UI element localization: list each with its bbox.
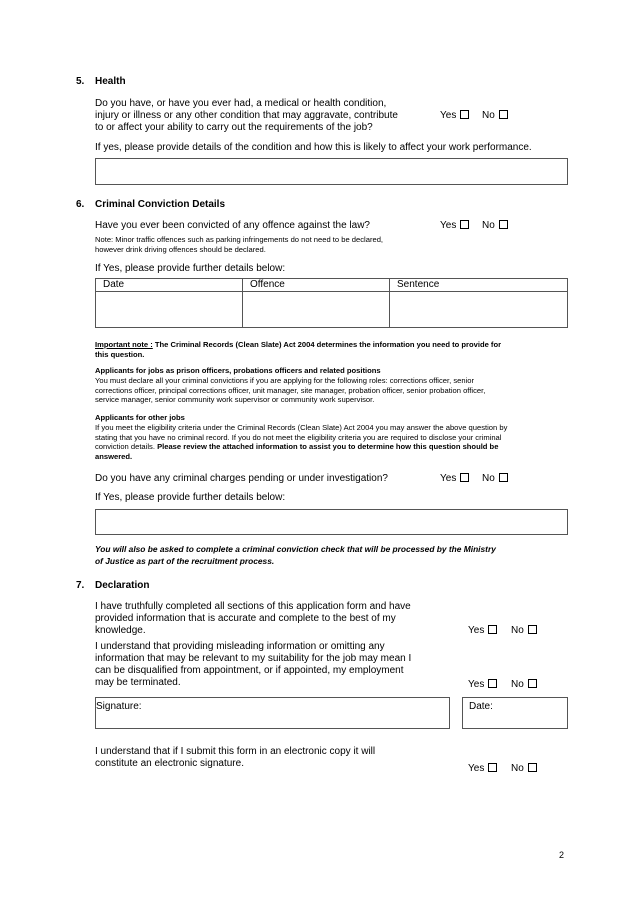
yes-label: Yes xyxy=(440,220,457,231)
criminal-note xyxy=(95,235,383,254)
column-header-sentence: Sentence xyxy=(390,279,568,292)
declaration-statement-1 xyxy=(95,601,411,637)
other-heading: Applicants for other jobs xyxy=(95,413,185,422)
yes-label: Yes xyxy=(468,625,485,636)
yes-checkbox[interactable] xyxy=(488,763,497,772)
health-question xyxy=(95,98,398,134)
declaration-title: Declaration xyxy=(95,580,150,591)
pending-details-field[interactable] xyxy=(95,509,568,535)
criminal-title: Criminal Conviction Details xyxy=(95,199,226,210)
statement-line: may be terminated. xyxy=(95,677,181,688)
ministry-note-line: You will also be asked to complete a criminal conviction check that will be processed by the Ministry xyxy=(95,544,496,554)
yes-label: Yes xyxy=(468,763,485,774)
no-label: No xyxy=(511,625,524,636)
statement-line: can be disqualified from appointment, or if appointed, my employment xyxy=(95,665,404,676)
page-number: 2 xyxy=(558,850,564,860)
no-label: No xyxy=(482,220,495,231)
declaration-statement-2 xyxy=(95,641,411,689)
criminal-note-line: Note: Minor traffic offences such as parking infringements do not need to be declared, xyxy=(95,235,384,244)
other-text-line: If you meet the eligibility criteria under the Criminal Records (Clean Slate) Act 2004 you may answer the above question by xyxy=(95,423,508,432)
offence-cell[interactable] xyxy=(243,292,390,328)
date-label: Date: xyxy=(469,701,493,712)
health-question-line: to or affect your ability to carry out the requirements of the job? xyxy=(95,122,373,133)
yes-label: Yes xyxy=(440,473,457,484)
important-note-text: The Criminal Records (Clean Slate) Act 2004 determines the information you need to provide for xyxy=(152,340,502,349)
declaration-number: 7. xyxy=(76,580,85,591)
yes-checkbox[interactable] xyxy=(488,679,497,688)
prison-text-line: corrections officer, principal corrections officer, unit manager, site manager, probation officer, senior probation officer, xyxy=(95,385,486,395)
criminal-number: 6. xyxy=(76,199,85,210)
ministry-note-line: of Justice as part of the recruitment process. xyxy=(95,556,275,566)
no-checkbox[interactable] xyxy=(528,763,537,772)
date-cell[interactable] xyxy=(96,292,243,328)
health-title: Health xyxy=(95,76,126,87)
no-label: No xyxy=(511,679,524,690)
yes-label: Yes xyxy=(468,679,485,690)
statement-2-no-option[interactable] xyxy=(511,679,537,691)
statement-2-yes-option[interactable] xyxy=(468,679,497,691)
no-label: No xyxy=(511,763,524,774)
statement-3-no-option[interactable] xyxy=(511,763,537,775)
pending-question: Do you have any criminal charges pending or under investigation? xyxy=(95,473,388,484)
table-header-row xyxy=(96,279,568,292)
statement-line: provided information that is accurate and complete to the best of my xyxy=(95,613,396,624)
health-no-option[interactable] xyxy=(482,110,508,122)
no-label: No xyxy=(482,110,495,121)
health-number: 5. xyxy=(76,76,85,87)
no-checkbox[interactable] xyxy=(528,679,537,688)
criminal-yes-option[interactable] xyxy=(440,220,469,232)
table-row xyxy=(96,292,568,328)
column-header-date: Date xyxy=(96,279,243,292)
date-field[interactable] xyxy=(462,697,568,729)
prison-text xyxy=(95,376,566,405)
criminal-details-prompt: If Yes, please provide further details below: xyxy=(95,263,286,274)
other-text-line: answered. xyxy=(95,451,133,461)
other-text xyxy=(95,423,566,461)
important-note-cont: this question. xyxy=(95,350,145,359)
conviction-table xyxy=(95,278,568,328)
no-checkbox[interactable] xyxy=(499,220,508,229)
pending-details-prompt: If Yes, please provide further details below: xyxy=(95,492,286,503)
criminal-question: Have you ever been convicted of any offence against the law? xyxy=(95,220,370,231)
no-checkbox[interactable] xyxy=(499,473,508,482)
important-note-label: Important note : xyxy=(95,340,153,349)
yes-checkbox[interactable] xyxy=(460,220,469,229)
statement-line: I understand that providing misleading information or omitting any xyxy=(95,641,385,652)
other-text-line xyxy=(95,442,566,452)
important-note xyxy=(95,340,501,350)
health-question-line: injury or illness or any other condition that may aggravate, contribute xyxy=(95,110,398,121)
health-details-prompt: If yes, please provide details of the condition and how this is likely to affect your work performance. xyxy=(95,142,532,153)
statement-1-no-option[interactable] xyxy=(511,625,537,637)
no-label: No xyxy=(482,473,495,484)
yes-checkbox[interactable] xyxy=(488,625,497,634)
health-yes-option[interactable] xyxy=(440,110,469,122)
statement-line: information that may be relevant to my suitability for the job may mean I xyxy=(95,653,412,664)
criminal-no-option[interactable] xyxy=(482,220,508,232)
statement-line: I understand that if I submit this form in an electronic copy it will xyxy=(95,746,376,757)
prison-text-line: You must declare all your criminal convictions if you are applying for the following roles: corrections officer, senior xyxy=(95,376,475,385)
other-text-bold: Please review the attached information to assist you to determine how this question should be xyxy=(157,442,499,452)
health-details-field[interactable] xyxy=(95,158,568,185)
yes-checkbox[interactable] xyxy=(460,473,469,482)
other-text-span: conviction details. xyxy=(95,442,158,452)
statement-1-yes-option[interactable] xyxy=(468,625,497,637)
signature-field[interactable] xyxy=(95,697,450,729)
statement-3-yes-option[interactable] xyxy=(468,763,497,775)
statement-line: knowledge. xyxy=(95,625,146,636)
yes-checkbox[interactable] xyxy=(460,110,469,119)
prison-text-line: service manager, senior community work supervisor or community work supervisor. xyxy=(95,395,375,405)
statement-line: I have truthfully completed all sections of this application form and have xyxy=(95,601,411,612)
no-checkbox[interactable] xyxy=(528,625,537,634)
criminal-note-line: however drink driving offences should be declared. xyxy=(95,244,266,254)
health-question-line: Do you have, or have you ever had, a medical or health condition, xyxy=(95,98,387,109)
prison-heading: Applicants for jobs as prison officers, probations officers and related positions xyxy=(95,366,381,375)
no-checkbox[interactable] xyxy=(499,110,508,119)
other-text-line: stating that you have no criminal record. If you do not meet the eligibility criteria you are required to disclose your criminal xyxy=(95,432,502,442)
signature-label: Signature: xyxy=(96,701,142,712)
declaration-statement-3 xyxy=(95,746,375,770)
ministry-note xyxy=(95,543,496,567)
sentence-cell[interactable] xyxy=(390,292,568,328)
pending-yes-option[interactable] xyxy=(440,473,469,485)
pending-no-option[interactable] xyxy=(482,473,508,485)
yes-label: Yes xyxy=(440,110,457,121)
column-header-offence: Offence xyxy=(243,279,390,292)
statement-line: constitute an electronic signature. xyxy=(95,758,244,769)
